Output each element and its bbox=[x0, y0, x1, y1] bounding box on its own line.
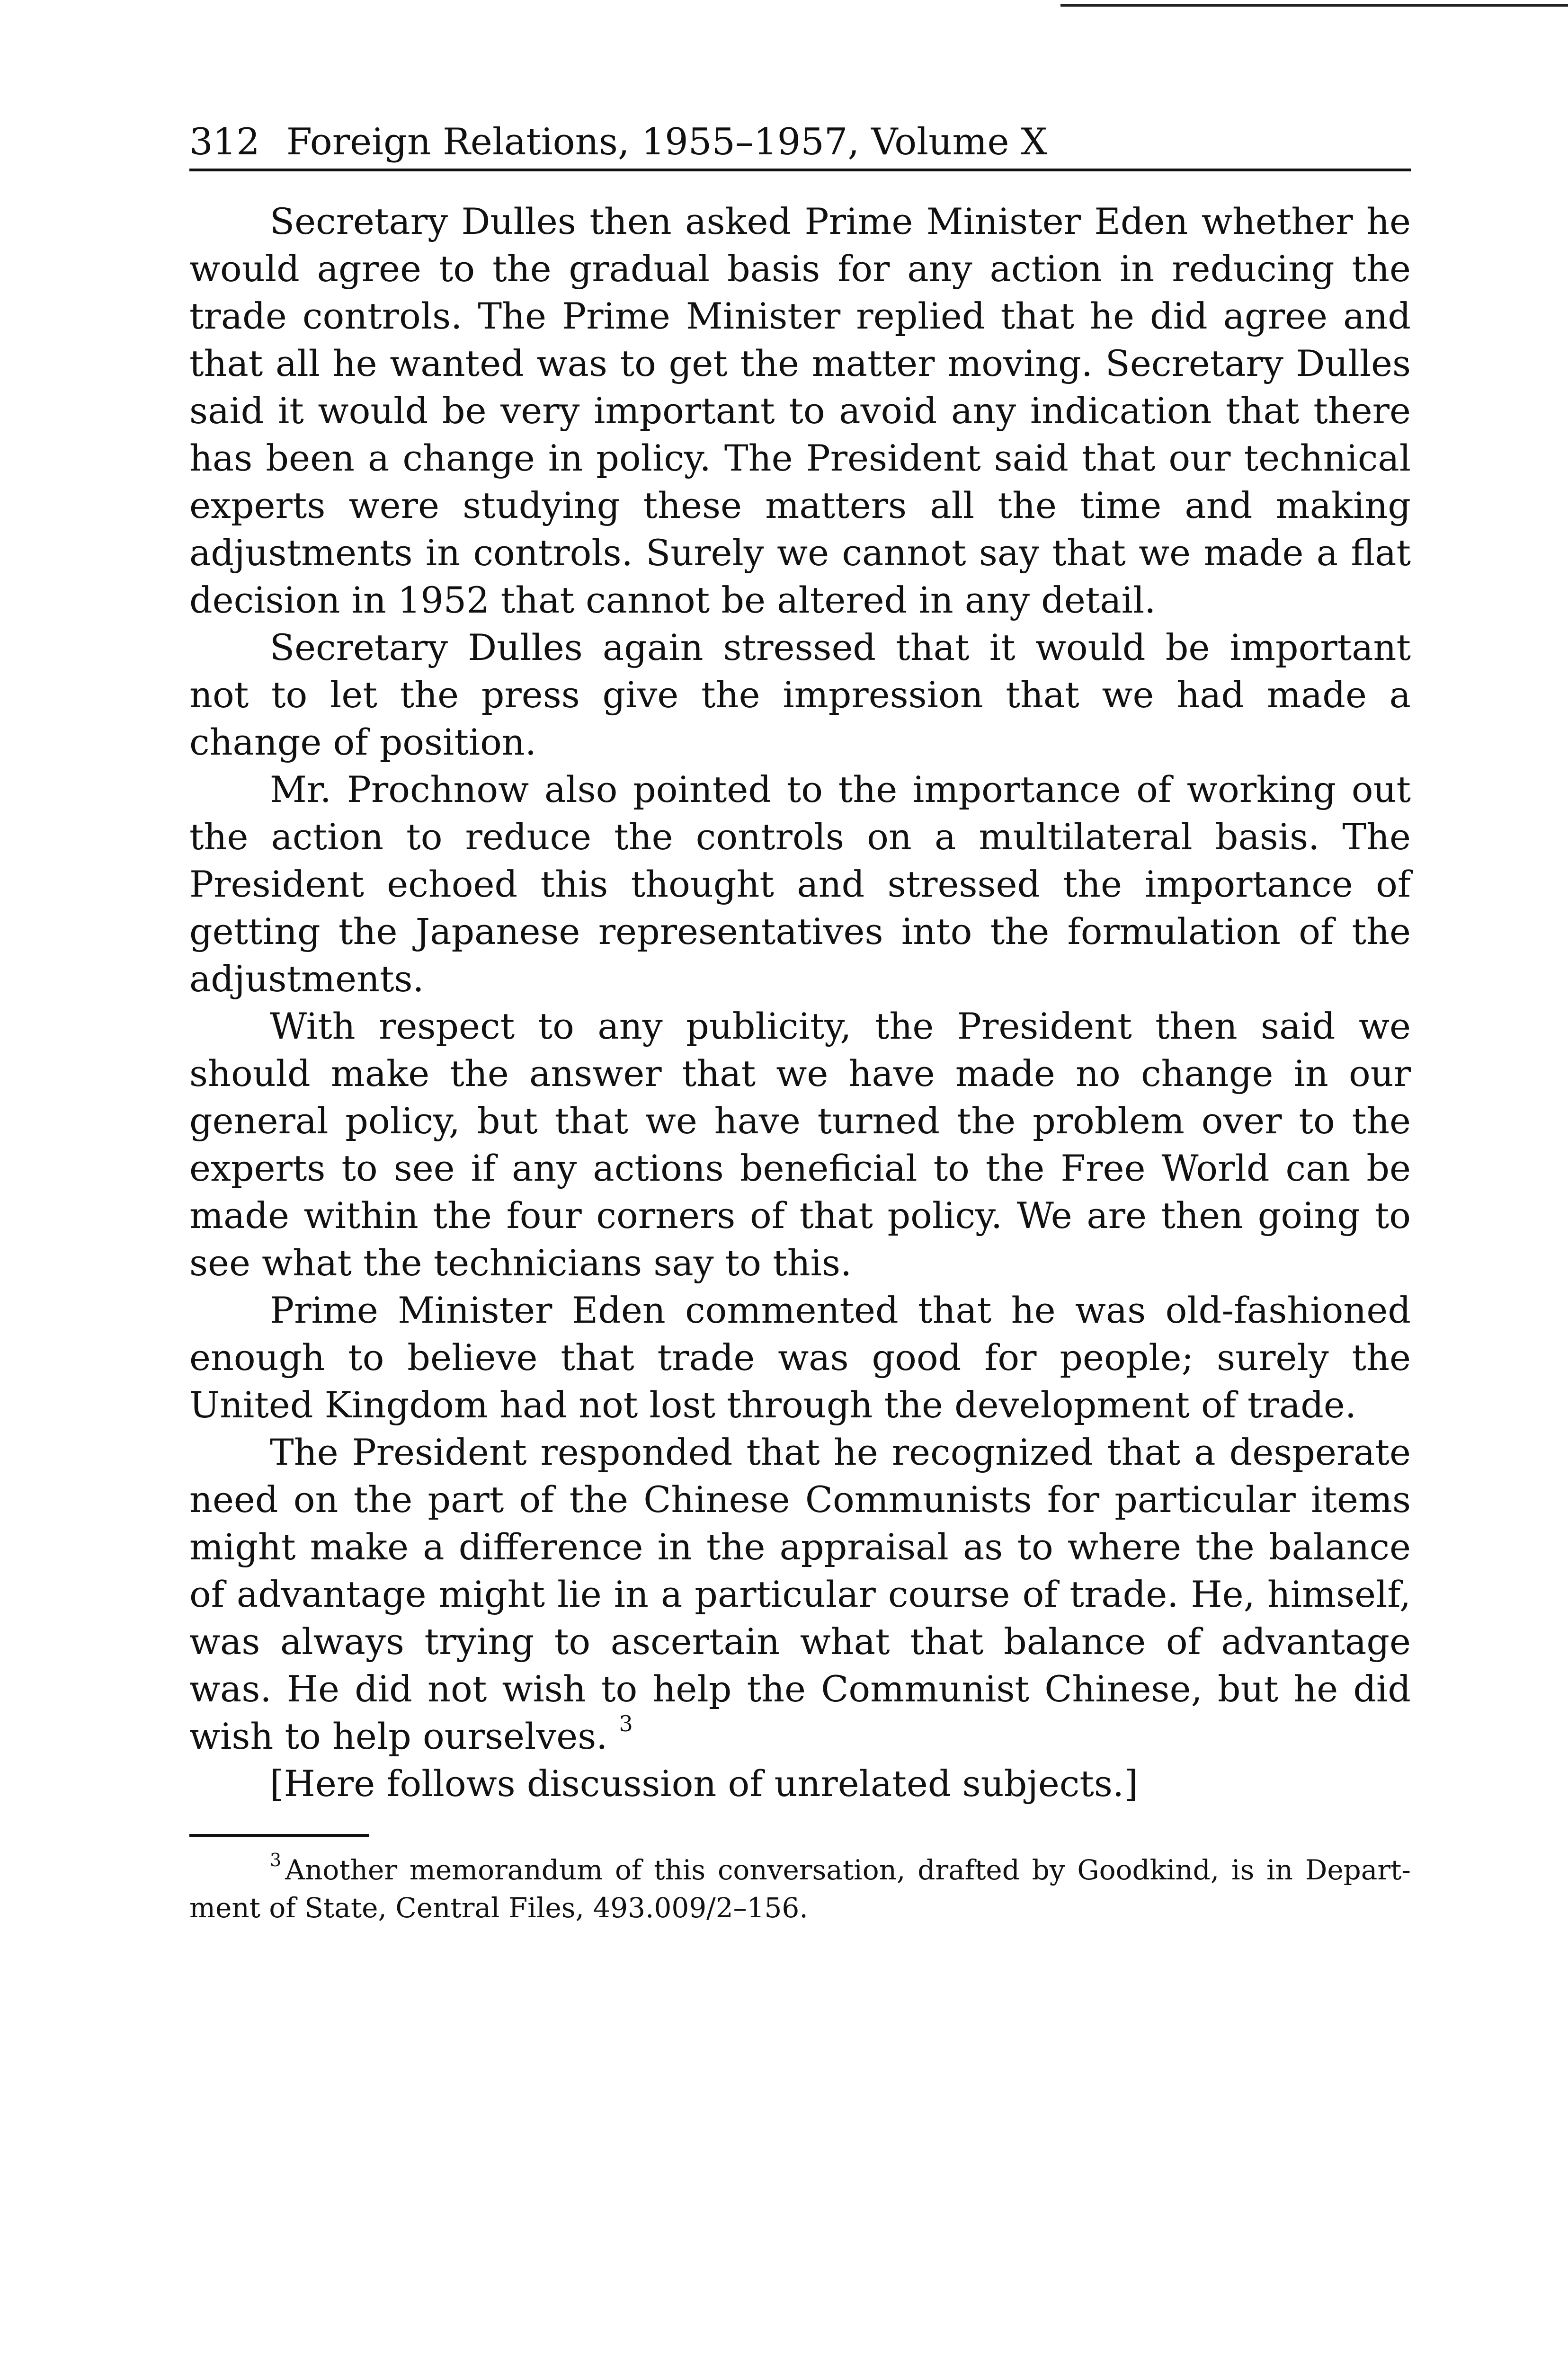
paragraph: Secretary Dulles then asked Prime Minister Eden whether he would agree to the gradual basis for any action in reducing the trade controls. The Prime Minister replied that he did agree and that all he wanted was to get the matter moving. Secretary Dulles said it would be very important to avoid any indication that there has been a change in policy. The President said that our technical experts were studying these matters all the time and making adjustments in controls. Surely we cannot say that we made a flat decision in 1952 that cannot be altered in any detail. bbox=[189, 200, 1411, 621]
scan-edge-rule bbox=[1060, 4, 1568, 7]
document-page bbox=[189, 118, 1411, 1927]
footnote-marker: 3 bbox=[270, 1850, 282, 1870]
running-head bbox=[189, 118, 1411, 171]
body-text bbox=[189, 198, 1411, 1807]
paragraph-with-footnote bbox=[189, 1429, 1411, 1760]
paragraph: Prime Minister Eden commented that he was old-fashioned enough to believe that trade was good for people; surely the United Kingdom had not lost through the development of trade. bbox=[189, 1289, 1411, 1426]
footnote-text: Another memorandum of this conversation, drafted by Goodkind, is in Department of State, Central Files, 493.009/2–156. bbox=[189, 1854, 1411, 1924]
page-number: 312 bbox=[189, 121, 260, 163]
footnote-divider bbox=[189, 1834, 369, 1837]
volume-title: Foreign Relations, 1955–1957, Volume X bbox=[286, 121, 1047, 163]
paragraph-text: The President responded that he recognized that a desperate need on the part of the Chinese Communists for particular items might make a difference in the appraisal as to where the balance of advantage might lie in a particular course of trade. He, himself, was always trying to ascertain what that balance of advantage was. He did not wish to help the Communist Chinese, but he did wish to help ourselves. bbox=[189, 1431, 1411, 1757]
footnote bbox=[189, 1851, 1411, 1927]
paragraph: Secretary Dulles again stressed that it would be important not to let the press give the impression that we had made a change of position. bbox=[189, 626, 1411, 763]
footnote-reference: 3 bbox=[619, 1711, 633, 1736]
paragraph: Mr. Prochnow also pointed to the importance of working out the action to reduce the controls on a multilateral basis. The President echoed this thought and stressed the importance of getting the Japanese representatives into the formulation of the adjustments. bbox=[189, 768, 1411, 1000]
paragraph-editorial-note: [Here follows discussion of unrelated subjects.] bbox=[270, 1762, 1138, 1805]
paragraph: With respect to any publicity, the President then said we should make the answer that we have made no change in our general policy, but that we have turned the problem over to the experts to see if any actions beneficial to the Free World can be made within the four corners of that policy. We are then going to see what the technicians say to this. bbox=[189, 1005, 1411, 1284]
